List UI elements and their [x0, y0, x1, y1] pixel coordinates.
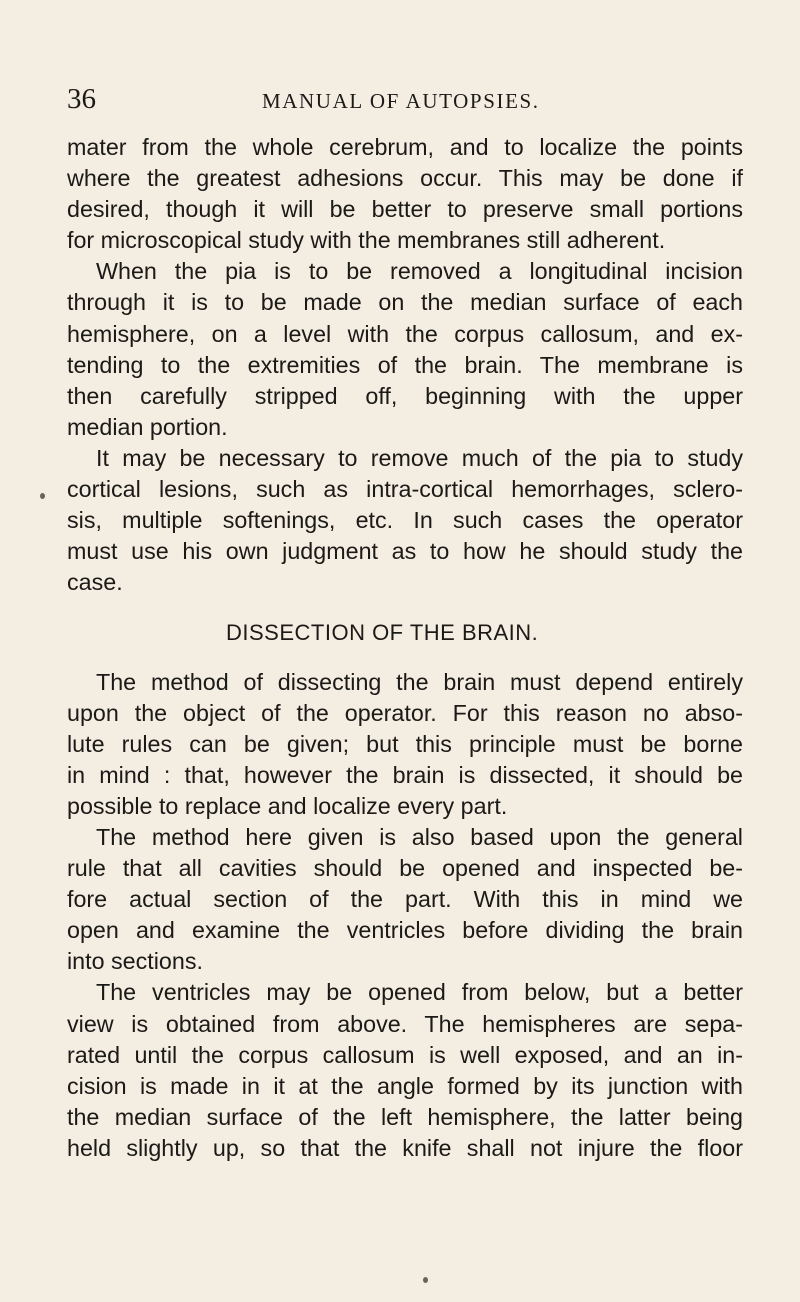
text-line: cision is made in it at the angle formed by its junction with [67, 1072, 743, 1099]
text-line: The method of dissecting the brain must depend entirely [96, 668, 743, 695]
paragraph [67, 443, 743, 598]
text-line: sis, multiple softenings, etc. In such cases the operator [67, 507, 743, 534]
text-line: The method here given is also based upon the general [96, 823, 743, 850]
paper-blemish [423, 1277, 428, 1283]
text-line: view is obtained from above. The hemispheres are sepa- [67, 1010, 743, 1037]
paper-blemish [40, 493, 45, 499]
body-text [67, 132, 743, 1164]
text-line: upon the object of the operator. For this reason no abso- [67, 699, 743, 726]
text-line: the median surface of the left hemisphere, the latter being [67, 1103, 743, 1130]
paragraph [67, 822, 743, 977]
text-line: hemisphere, on a level with the corpus callosum, and ex- [67, 320, 743, 347]
text-line: rated until the corpus callosum is well exposed, and an in- [67, 1041, 743, 1068]
text-line: then carefully stripped off, beginning with the upper [67, 382, 743, 409]
text-line: mater from the whole cerebrum, and to localize the points [67, 134, 743, 160]
text-line: open and examine the ventricles before dividing the brain [67, 917, 743, 944]
text-line: in mind : that, however the brain is dissected, it should be [67, 761, 743, 788]
text-line: through it is to be made on the median surface of each [67, 289, 743, 316]
page-header [67, 82, 743, 116]
text-line: lute rules can be given; but this principle must be borne [67, 730, 743, 757]
paragraph [67, 256, 743, 443]
text-line: When the pia is to be removed a longitudinal incision [96, 258, 743, 285]
text-line: into sections. [67, 948, 203, 975]
text-line: where the greatest adhesions occur. This may be done if [67, 165, 743, 192]
text-line: for microscopical study with the membranes still adherent. [67, 227, 666, 254]
text-line: case. [67, 569, 123, 596]
paragraph [67, 132, 743, 256]
text-line: It may be necessary to remove much of the pia to study [96, 444, 743, 471]
paragraph [67, 977, 743, 1164]
paragraph [67, 667, 743, 822]
text-line: must use his own judgment as to how he should study the [67, 538, 743, 565]
text-line: held slightly up, so that the knife shall not injure the floor [67, 1134, 743, 1161]
text-line: possible to replace and localize every part. [67, 792, 508, 819]
text-line: fore actual section of the part. With this in mind we [67, 886, 743, 913]
text-line: The ventricles may be opened from below, but a better [96, 979, 743, 1006]
text-line: rule that all cavities should be opened and inspected be- [67, 855, 743, 882]
text-line: cortical lesions, such as intra-cortical hemorrhages, sclero- [67, 476, 743, 503]
page-number: 36 [67, 83, 96, 115]
text-line: desired, though it will be better to preserve small portions [67, 196, 743, 223]
text-line: tending to the extremities of the brain. The membrane is [67, 351, 743, 378]
section-heading: DISSECTION OF THE BRAIN. [226, 620, 539, 646]
text-line: median portion. [67, 413, 228, 440]
running-head: MANUAL OF AUTOPSIES. [262, 89, 540, 113]
